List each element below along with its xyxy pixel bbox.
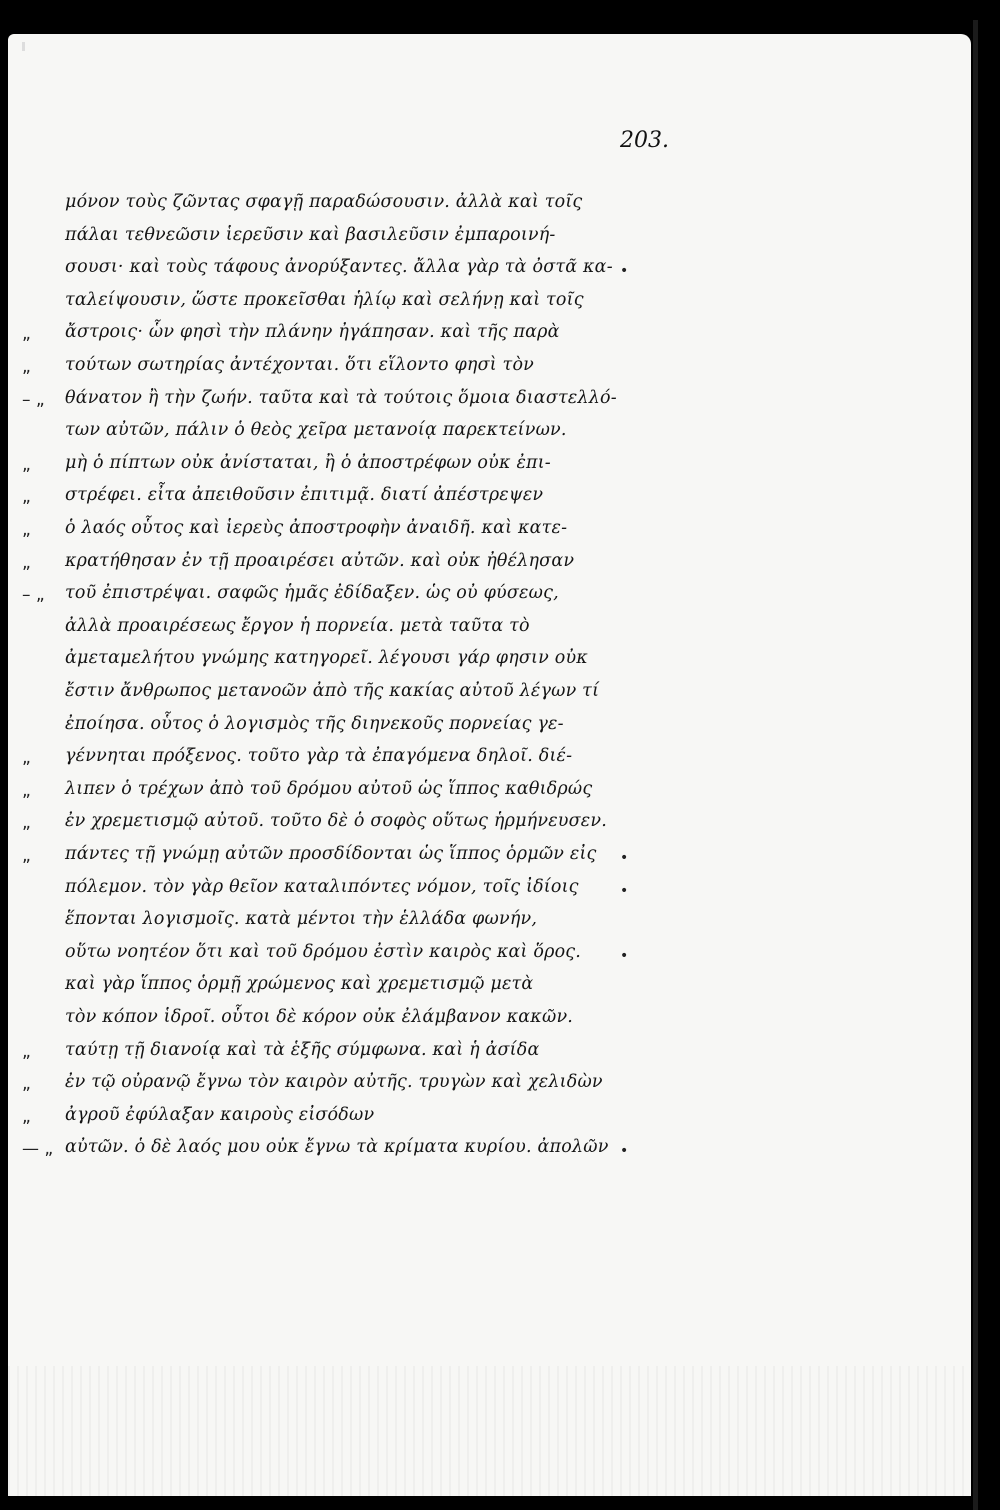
margin-mark-left: „ — [22, 1106, 31, 1127]
margin-mark-left: „ — [22, 1074, 31, 1095]
text-line — [65, 1137, 640, 1177]
margin-mark-right: • — [620, 882, 629, 899]
margin-mark-left: „ — [22, 748, 31, 769]
margin-mark-right: • — [620, 263, 629, 280]
text-line-content: ἀλλὰ προαιρέσεως ἔργον ἡ πορνεία. μετὰ ταῦτα τὸ — [65, 615, 530, 636]
text-line-content: μόνον τοὺς ζῶντας σφαγῇ παραδώσουσιν. ἀλλὰ καὶ τοῖς — [65, 192, 583, 212]
text-line-content: πάλαι τεθνεῶσιν ἱερεῦσιν καὶ βασιλεῦσιν ἐμπαροινή- — [65, 224, 556, 245]
text-line-content: σουσι· καὶ τοὺς τάφους ἀνορύξαντες. ἄλλα γὰρ τὰ ὀστᾶ κα- — [65, 257, 613, 278]
text-line-content: καὶ γὰρ ἵππος ὁρμῇ χρώμενος καὶ χρεμετισμῷ μετὰ — [65, 974, 534, 995]
text-line-content: των αὐτῶν, πάλιν ὁ θεὸς χεῖρα μετανοίᾳ παρεκτείνων. — [65, 420, 567, 441]
text-line-content: γέννηται πρόξενος. τοῦτο γὰρ τὰ ἐπαγόμενα δηλοῖ. διέ- — [65, 746, 573, 767]
text-line-content: ἄστροις· ὧν φησὶ τὴν πλάνην ἠγάπησαν. καὶ τῆς παρὰ — [65, 322, 560, 343]
text-line-content: ἀμεταμελήτου γνώμης κατηγορεῖ. λέγουσι γάρ φησιν οὐκ — [65, 648, 588, 669]
margin-mark-left: „ — [22, 813, 31, 834]
text-line-content: ταλείψουσιν, ὥστε προκεῖσθαι ἡλίῳ καὶ σελήνῃ καὶ τοῖς — [65, 289, 584, 310]
text-line-content: ταύτῃ τῇ διανοίᾳ καὶ τὰ ἑξῆς σύμφωνα. καὶ ἡ ἀσίδα — [65, 1039, 540, 1060]
margin-mark-right: • — [620, 1143, 629, 1160]
text-line-content: πόλεμον. τὸν γὰρ θεῖον καταλιπόντες νόμον, τοῖς ἰδίοις — [65, 876, 579, 897]
text-line-content: ἐν τῷ οὐρανῷ ἔγνω τὸν καιρὸν αὐτῆς. τρυγὼν καὶ χελιδὼν — [65, 1072, 603, 1093]
text-line-content: οὕτω νοητέον ὅτι καὶ τοῦ δρόμου ἐστὶν καιρὸς καὶ ὅρος. — [65, 941, 582, 962]
margin-mark-left: „ — [22, 454, 31, 475]
margin-mark-left: „ — [22, 1041, 31, 1062]
margin-mark-left: „ — [22, 357, 31, 377]
text-line-content: στρέφει. εἶτα ἀπειθοῦσιν ἐπιτιμᾷ. διατί ἀπέστρεψεν — [65, 485, 544, 506]
text-line-content: κρατήθησαν ἐν τῇ προαιρέσει αὐτῶν. καὶ οὐκ ἠθέλησαν — [65, 550, 575, 571]
corner-speck — [22, 42, 25, 51]
page-number: 203. — [620, 128, 669, 153]
margin-mark-left: „ — [22, 324, 31, 345]
text-line-content: αὐτῶν. ὁ δὲ λαός μου οὐκ ἔγνω τὰ κρίματα κυρίου. ἀπολῶν — [65, 1137, 609, 1158]
text-line-content: ἔστιν ἄνθρωπος μετανοῶν ἀπὸ τῆς κακίας αὐτοῦ λέγων τί — [65, 681, 600, 701]
text-line-content: μὴ ὁ πίπτων οὐκ ἀνίσταται, ἢ ὁ ἀποστρέφων οὐκ ἐπι- — [65, 452, 551, 473]
margin-mark-right: • — [620, 850, 629, 866]
margin-mark-left: — „ — [22, 1139, 54, 1160]
text-line-content: πάντες τῇ γνώμῃ αὐτῶν προσδίδονται ὡς ἵππος ὁρμῶν εἰς — [65, 844, 597, 864]
margin-mark-left: „ — [22, 846, 31, 866]
text-line-content: ἐν χρεμετισμῷ αὐτοῦ. τοῦτο δὲ ὁ σοφὸς οὕτως ἡρμήνευσεν. — [65, 811, 607, 832]
text-line-content: τούτων σωτηρίας ἀντέχονται. ὅτι εἵλοντο φησὶ τὸν — [65, 355, 535, 375]
margin-mark-left: „ — [22, 780, 31, 801]
margin-mark-right: • — [620, 947, 629, 964]
text-line-content: ἕπονται λογισμοῖς. κατὰ μέντοι τὴν ἑλλάδα φωνήν, — [65, 909, 538, 930]
text-line-content: τοῦ ἐπιστρέψαι. σαφῶς ἡμᾶς ἐδίδαξεν. ὡς οὐ φύσεως, — [65, 583, 559, 604]
text-line-content: θάνατον ἢ τὴν ζωήν. ταῦτα καὶ τὰ τούτοις ὅμοια διαστελλό- — [65, 387, 617, 408]
text-line-content: τὸν κόπον ἱδροῖ. οὗτοι δὲ κόρον οὐκ ἐλάμβανον κακῶν. — [65, 1007, 574, 1027]
margin-mark-left: „ — [22, 487, 31, 508]
text-line-content: λιπεν ὁ τρέχων ἀπὸ τοῦ δρόμου αὐτοῦ ὡς ἵππος καθιδρώς — [65, 778, 593, 799]
binding-edge — [973, 20, 978, 1510]
margin-mark-left: – „ — [22, 389, 45, 410]
margin-mark-left: – „ — [22, 585, 45, 606]
text-line-content: ὁ λαός οὗτος καὶ ἱερεὺς ἀποστροφὴν ἀναιδῆ. καὶ κατε- — [65, 518, 568, 538]
margin-mark-left: „ — [22, 552, 31, 573]
manuscript-page — [8, 34, 971, 1496]
margin-mark-left: „ — [22, 520, 31, 540]
text-line-content: ἐποίησα. οὗτος ὁ λογισμὸς τῆς διηνεκοῦς πορνείας γε- — [65, 713, 564, 734]
text-line-content: ἀγροῦ ἐφύλαξαν καιροὺς εἰσόδων — [65, 1104, 375, 1125]
